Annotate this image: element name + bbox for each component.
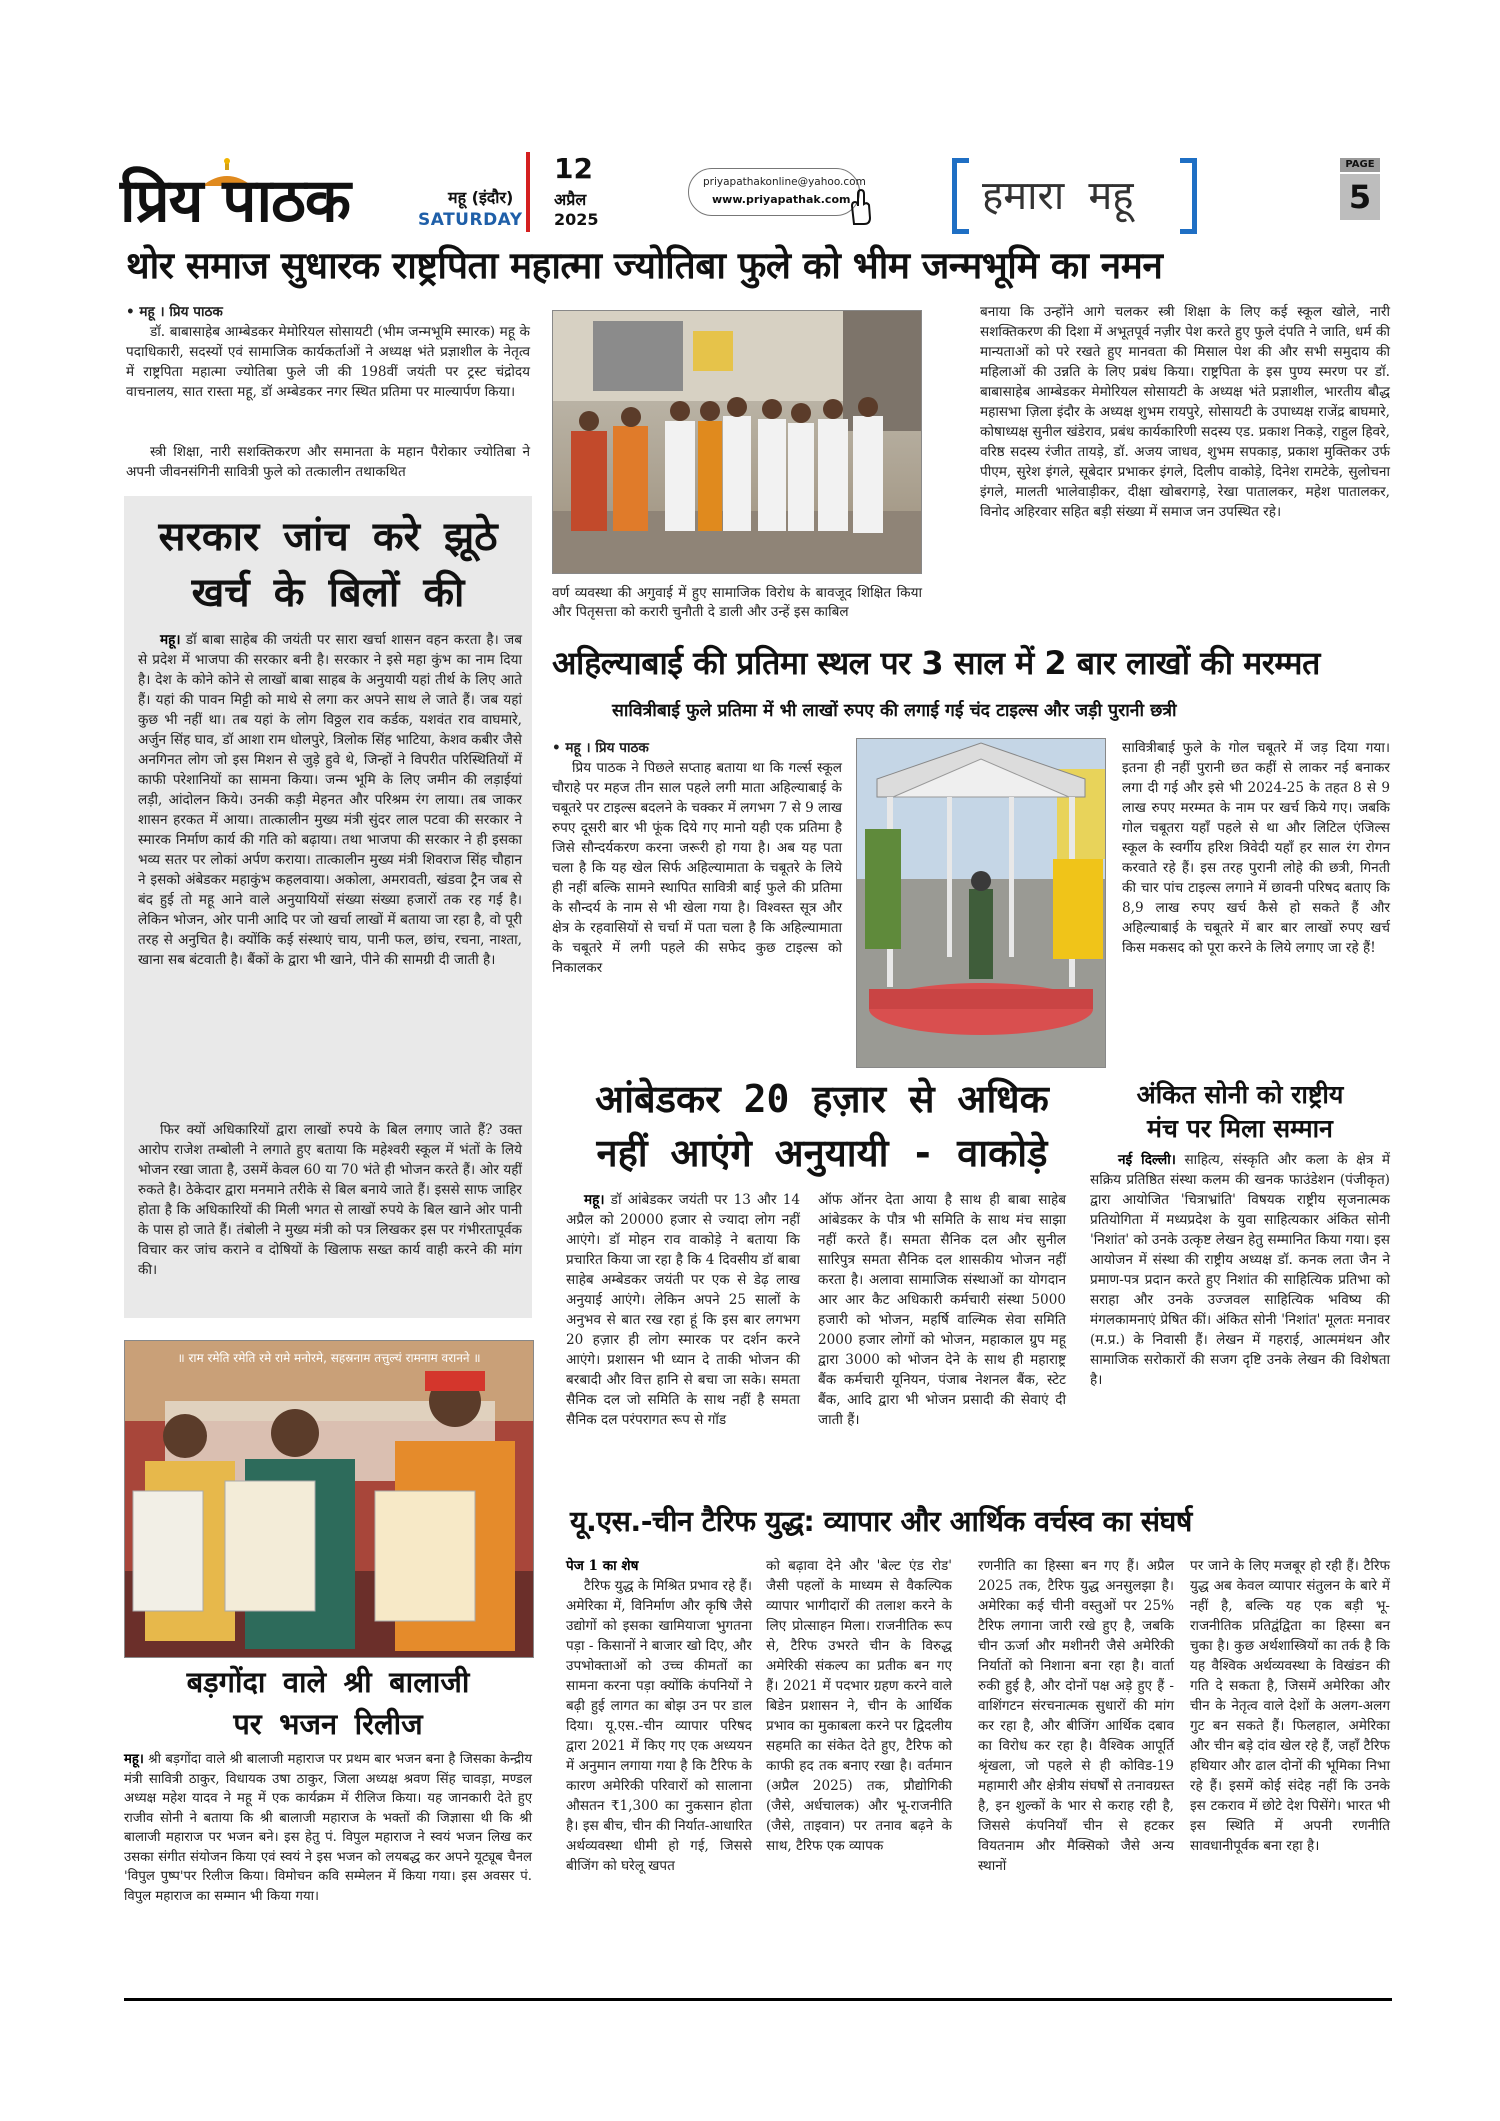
- sarkar-headline-1: सरकार जांच करे झूठे: [158, 514, 498, 560]
- tariff-col1: [566, 1556, 752, 1876]
- lead-photo: [552, 310, 922, 574]
- email-text: priyapathakonline@yahoo.com: [703, 176, 866, 188]
- ambedkar-headline-2: नहीं आएंगे अनुयायी - वाकोड़े: [596, 1131, 1048, 1175]
- lead-photo-caption: वर्ण व्यवस्था की अगुवाई में हुए सामाजिक विरोध के बावजूद शिक्षित किया और पितृसत्ता को करारी चुनौती दे डाली और उन्हें इस काबिल: [552, 585, 922, 620]
- sarkar-headline-2: खर्च के बिलों की: [191, 570, 465, 616]
- ambedkar-col1: [566, 1190, 800, 1430]
- tariff-col4: पर जाने के लिए मजबूर हो रही हैं। टैरिफ युद्ध अब केवल व्यापार संतुलन के बारे में नहीं है, बल्कि यह एक बड़ी भू-राजनीतिक प्रतिद्वंद्विता का हिस्सा बन चुका है। कुछ अर्थशास्त्रियों का तर्क है कि यह वैश्विक अर्थव्यवस्था के विखंडन की गति दे सकता है, जिसमें अमेरिका और चीन के नेतृत्व वाले देशों के अलग-अलग गुट बन सकते हैं। फिलहाल, अमेरिका और चीन बड़े दांव खेल रहे हैं, जहाँ टैरिफ हथियार और ढाल दोनों की भूमिका निभा रहे हैं। इसमें कोई संदेह नहीं कि उनके इस टकराव में छोटे देश पिसेंगे। भारत भी इस स्थिति में अपनी रणनीति सावधानीपूर्वक बना रहा है।: [1190, 1558, 1390, 1854]
- section-title: हमारा महू: [982, 173, 1134, 219]
- tariff-col1-text: टैरिफ युद्ध के मिश्रित प्रभाव रहे हैं। अमेरिका में, विनिर्माण और कृषि जैसे उद्योगों को इसका खामियाजा भुगतना पड़ा - किसानों ने बाजार खो दिए, और उपभोक्ताओं को उच्च कीमतों का सामना करना पड़ा क्योंकि कंपनियों ने बढ़ी हुई लागत का बोझ उन पर डाल दिया। यू.एस.-चीन व्यापार परिषद द्वारा 2021 में किए गए एक अध्ययन में अनुमान लगाया गया है कि टैरिफ के कारण अमेरिकी परिवारों को सालाना औसतन ₹1,300 का नुकसान होता है। इस बीच, चीन की निर्यात-आधारित अर्थव्यवस्था धीमी हो गई, जिससे बीजिंग को घरेलू खपत: [566, 1578, 752, 1874]
- section-bracket-right: [1180, 158, 1197, 234]
- logo-text: प्रिय पाठक: [120, 166, 350, 236]
- ankit-headline-2: मंच पर मिला सम्मान: [1147, 1114, 1333, 1143]
- balaji-body: [124, 1750, 532, 1906]
- statue-canopy-illustration: [857, 739, 1105, 1067]
- sarkar-body-1: [138, 630, 522, 970]
- lead-right-column: बनाया कि उन्होंने आगे चलकर स्त्री शिक्षा के लिए कई स्कूल खोले, नारी सशक्तिकरण की दिशा में अभूतपूर्व नज़ीर पेश करते हुए फुले दंपति ने जाति, धर्म की मान्यताओं को परे रखते हुए मानवता की मिसाल पेश की और सभी समुदाय की महिलाओं की उन्नति के लिए प्रबंध किया। राष्ट्रपिता के इस पुण्य स्मरण पर डॉ. बाबासाहेब आम्बेडकर मेमोरियल सोसायटी के अध्यक्ष भंते प्रज्ञाशील, भारतीय बौद्ध महासभा ज़िला इंदौर के अध्यक्ष शुभम रायपुरे, सोसायटी के उपाध्यक्ष राजेंद्र बाघमारे, कोषाध्यक्ष सुनील खंडेराव, प्रबंध कार्यकारिणी सदस्य एड. प्रकाश निकड़े, राहुल हिवरे, वरिष्ठ सदस्य रंजीत तायड़े, डॉ. अजय जाधव, शुभम सपकाड़, प्रकाश मुक्तिकर उर्फ पीएम, सुरेश इंगले, सूबेदार प्रभाकर इंगले, दिलीप वाकोड़े, दिनेश रामटेके, सुलोचना इंगले, मालती भालेवाड़ीकर, दीक्षा खोबरागड़े, रेखा पातालकर, महेश पातालकर, विनोद अहिरवार सहित बड़ी संख्या में समाज जन उपस्थित रहे।: [980, 304, 1390, 520]
- balaji-headline-1: बड़गोंदा वाले श्री बालाजी: [186, 1665, 470, 1699]
- page-number: 5: [1340, 174, 1380, 220]
- tariff-col3: रणनीति का हिस्सा बन गए हैं। अप्रैल 2025 तक, टैरिफ युद्ध अनसुलझा है। अमेरिका कई चीनी वस्तुओं पर 25% टैरिफ लगाना जारी रखे हुए है, जबकि चीन ऊर्जा और मशीनरी जैसे अमेरिकी निर्यातों को निशाना बना रहा है। वार्ता रुकी हुई है, और दोनों पक्ष अड़े हुए हैं - वाशिंगटन संरचनात्मक सुधारों की मांग कर रहा है, और बीजिंग आर्थिक दबाव का विरोध कर रहा है। वैश्विक आपूर्ति श्रृंखला, जो पहले से ही कोविड-19 महामारी और क्षेत्रीय संघर्षों से तनावग्रस्त है, इन शुल्कों के भार से कराह रही है, जिससे कंपनियाँ चीन से हटकर वियतनाम और मैक्सिको जैसे अन्य स्थानों: [978, 1558, 1174, 1874]
- balaji-photo: [124, 1340, 534, 1658]
- ambedkar-headline-1: आंबेडकर 20 हज़ार से अधिक: [595, 1077, 1049, 1121]
- sarkar-dateline: महू।: [160, 632, 181, 648]
- ankit-body: [1090, 1150, 1390, 1390]
- lead-byline: • महू । प्रिय पाठक: [126, 304, 223, 320]
- masthead: [0, 0, 1500, 240]
- date-number: 12: [554, 152, 593, 185]
- date-divider: [526, 152, 530, 232]
- lead-para2: स्त्री शिक्षा, नारी सशक्तिकरण और समानता के महान पैरोकार ज्योतिबा ने अपनी जीवनसंगिनी सावित्री फुले को तत्कालीन तथाकथित: [126, 444, 530, 480]
- balaji-dateline: महू।: [124, 1752, 144, 1767]
- ambedkar-col2: ऑफ ऑनर देता आया है साथ ही बाबा साहेब आंबेडकर के पौत्र भी समिति के साथ मंच साझा नहीं करते हैं। समता सैनिक दल और सुनील सारिपुत्र समता सैनिक दल शासकीय भोजन नहीं करता है। अलावा सामाजिक संस्थाओं का योगदान आर आर कैट अधिकारी कर्मचारी संस्था 5000 हजारी को भोजन, महर्षि वाल्मिक सेवा समिति 2000 हजार लोगों को भोजन, महाकाल ग्रुप महू द्वारा 3000 को भोजन देने के साथ ही महाराष्ट्र बैंक कर्मचारी यूनियन, पंजाब नेशनल बैंक, स्टेट बैंक, आदि द्वारा भी भोजन प्रसादी की सेवाएं दी जाती हैं।: [818, 1192, 1066, 1428]
- ahilya-headline: अहिल्याबाई की प्रतिमा स्थल पर 3 साल में 2 बार लाखों की मरम्मत: [552, 644, 1320, 682]
- ahilya-byline: • महू । प्रिय पाठक: [552, 740, 649, 756]
- tariff-label: पेज 1 का शेष: [566, 1558, 639, 1574]
- date-month: अप्रैल: [554, 190, 587, 209]
- ahilya-subhead: सावित्रीबाई फुले प्रतिमा में भी लाखों रुपए की लगाई गई चंद टाइल्स और जड़ी पुरानी छत्री: [612, 701, 1177, 721]
- bottom-rule: [124, 1998, 1392, 2001]
- crowd-illustration: [553, 311, 921, 573]
- sarkar-body-2: फिर क्यों अधिकारियों द्वारा लाखों रुपये के बिल लगाए जाते हैं? उक्त आरोप राजेश तम्बोली ने लगाते हुए बताया कि महेश्वरी स्कूल में भंतों के लिये भोजन रखा जाता है, उसमें केवल 60 या 70 भंते ही भोजन करते हैं। ओर यहीं रुकते है। ठेकेदार द्वारा मनमाने तरीके से बिल बनाये जाते हैं। इससे साफ जाहिर होता है कि अधिकारियों की मिली भगत से लाखों रुपये के बिल खाने ओर पानी के पास हो जाते हैं। तंबोली ने मुख्य मंत्री को पत्र लिखकर इस पर गंभीरतापूर्वक विचार कर जांच कराने व दोषियों के खिलाफ सख्त कार्य वाही करने की मांग की।: [138, 1122, 522, 1278]
- ankit-headline-1: अंकित सोनी को राष्ट्रीय: [1136, 1080, 1344, 1109]
- balaji-photo-banner: ॥ राम रमेति रमेति रमे रामे मनोरमे, सहस्रनाम तत्तुल्यं रामनाम वरानने ॥: [177, 1351, 481, 1365]
- website-link[interactable]: www.priyapathak.com: [712, 193, 851, 206]
- page-label: PAGE: [1340, 158, 1380, 172]
- logo: [120, 158, 420, 238]
- tariff-headline: यू.एस.-चीन टैरिफ युद्ध: व्यापार और आर्थिक वर्चस्व का संघर्ष: [570, 1505, 1192, 1538]
- ankit-dateline: नई दिल्ली।: [1118, 1152, 1176, 1168]
- weekday: SATURDAY: [418, 210, 523, 230]
- lead-headline: थोर समाज सुधारक राष्ट्रपिता महात्मा ज्योतिबा फुले को भीम जन्मभूमि का नमन: [126, 244, 1163, 287]
- pointer-hand-icon: [842, 188, 876, 226]
- location: महू (इंदौर): [448, 188, 514, 207]
- date-year: 2025: [554, 210, 599, 229]
- ahilya-left-column: प्रिय पाठक ने पिछले सप्ताह बताया था कि गर्ल्स स्कूल चौराहे पर महज तीन साल पहले लगी माता अहिल्याबाई के चबूतरे पर टाइल्स बदलने के चक्कर में लगभग 7 से 9 लाख रुपए दूसरी बार भी फूंक दिये गए मानो यही एक प्रतिमा है जिसे सौन्दर्यकरण करना जरूरी हो गया है। अब यह पता चला है कि यह खेल सिर्फ अहिल्यामाता के चबूतरे के लिये ही नहीं बल्कि सामने स्थापित सावित्री बाई फुले की प्रतिमा के सौन्दर्य के नाम से भी खेला गया है। विश्वस्त सूत्र और क्षेत्र के रहवासियों से चर्चा में पता चला है कि अहिल्यामाता के चबूतरे में लगी पहले की सफेद कुछ टाइल्स को निकालकर: [552, 760, 842, 976]
- balaji-headline-2: पर भजन रिलीज: [233, 1707, 423, 1741]
- balaji-body-text: श्री बड़गोंदा वाले श्री बालाजी महाराज पर प्रथम बार भजन बना है जिसका केन्द्रीय मंत्री सावित्री ठाकुर, विधायक उषा ठाकुर, जिला अध्यक्ष श्रवण सिंह चावड़ा, मण्डल अध्यक्ष महेश यादव ने महू में एक कार्यक्रम में रीलिज किया। यह जानकारी देते हुए राजीव सोनी ने बताया कि श्री बालाजी महाराज के भक्तों की जिज्ञासा थी कि श्री बालाजी महाराज पर भजन बने। इस हेतु पं. विपुल महाराज ने स्वयं भजन लिख कर उसका संगीत संयोजन किया एवं स्वयं ने इस भजन को लयबद्ध कर अपने यूट्यूब चैनल 'विपुल पुष्प'पर रिलीज किया। विमोचन कवि सम्मेलन में किया गया। इस अवसर पं. विपुल महाराज का सम्मान भी किया गया।: [124, 1752, 532, 1904]
- ankit-body-text: साहित्य, संस्कृति और कला के क्षेत्र में सक्रिय प्रतिष्ठित संस्था कलम की खनक फाउंडेशन (पंजीकृत) द्वारा आयोजित 'चित्राभ्रांति' विषयक राष्ट्रीय सृजनात्मक प्रतियोगिता में मध्यप्रदेश के युवा साहित्यकार अंकित सोनी 'निशांत' को उनके उत्कृष्ट लेखन हेतु सम्मानित किया गया। इस आयोजन में संस्था की राष्ट्रीय अध्यक्ष डॉ. कनक लता जैन ने प्रमाण-पत्र प्रदान करते हुए निशांत की साहित्यिक प्रतिभा को सराहा और उनके उज्जवल साहित्यिक भविष्य की मंगलकामनाएं प्रेषित कीं। अंकित सोनी 'निशांत' मूलतः मनावर (म.प्र.) के निवासी हैं। लेखन में गहराई, आत्ममंथन और सामाजिक सरोकारों की सजग दृष्टि उनके लेखन की विशेषता है।: [1090, 1152, 1390, 1388]
- ahilya-right-column: सावित्रीबाई फुले के गोल चबूतरे में जड़ दिया गया। इतना ही नहीं पुरानी छत कहीं से लाकर नई बनाकर लगा दी गई और इसे भी 2024-25 के तहत 8 से 9 लाख रुपए मरम्मत के नाम पर खर्च किये गए। जबकि गोल चबूतरा यहाँ पहले से था और लिटिल एंजिल्स स्कूल के स्वर्गीय हरिश त्रिवेदी यहाँ हर साल रंग रोगन करवाते रहे हैं। इस तरह पुरानी लोहे की छत्री, गिनती की चार पांच टाइल्स लगाने में छावनी परिषद बताए कि 8,9 लाख रुपए खर्च कैसे हो सकते हैं और अहिल्याबाई के चबूतरे में बार बार लाखों रुपए खर्च किस मकसद को पूरा करने के लिये लगाए जा रहे हैं!: [1122, 740, 1390, 956]
- section-bracket-left: [952, 158, 969, 234]
- ahilya-photo: [856, 738, 1106, 1068]
- ambedkar-dateline: महू।: [584, 1192, 605, 1208]
- bhajan-release-illustration: [125, 1341, 533, 1657]
- tariff-col2: को बढ़ावा देने और 'बेल्ट एंड रोड' जैसी पहलों के माध्यम से वैकल्पिक व्यापार भागीदारों की तलाश करने के लिए प्रोत्साहन मिला। राजनीतिक रूप से, टैरिफ उभरते चीन के विरुद्ध अमेरिकी संकल्प का प्रतीक बन गए हैं। 2021 में पदभार ग्रहण करने वाले बिडेन प्रशासन ने, चीन के आर्थिक प्रभाव का मुकाबला करने पर द्विदलीय सहमति का संकेत देते हुए, टैरिफ को काफी हद तक बनाए रखा है। वर्तमान (अप्रैल 2025) तक, प्रौद्योगिकी (जैसे, अर्धचालक) और भू-राजनीति (जैसे, ताइवान) पर तनाव बढ़ने के साथ, टैरिफ एक व्यापक: [766, 1558, 952, 1854]
- ambedkar-col1-text: डॉ आंबेडकर जयंती पर 13 और 14 अप्रैल को 20000 हजार से ज्यादा लोग नहीं आएंगे। डॉ मोहन राव वाकोड़े ने बताया कि प्रचारित किया जा रहा है कि 4 दिवसीय डॉ बाबा साहेब अम्बेडकर जयंती पर एक से डेढ़ लाख अनुयाई आएंगे। लेकिन अपने 25 सालों के अनुभव से बात रख रहा हूं कि इस बार लगभग 20 हज़ार ही लोग स्मारक पर दर्शन करने आएंगे। प्रशासन भी ध्यान दे ताकी भोजन की बरबादी और वित्त हानि से बचा जा सके। समता सैनिक दल जो समिति के साथ नहीं है समता सैनिक दल परंपरागत रूप से गॉड: [566, 1192, 800, 1428]
- sarkar-body-text-1: डॉ बाबा साहेब की जयंती पर सारा खर्चा शासन वहन करता है। जब से प्रदेश में भाजपा की सरकार बनी है। सरकार ने इसे महा कुंभ का नाम दिया है। देश के कोने कोने से लाखों बाबा साहब के अनुयायी यहां तीर्थ के लिए आते हैं। यहां की पावन मिट्टी को माथे से लगा कर अपने साथ ले जाते हैं। जब यहां कुछ भी नहीं था। तब यहां के लोग विठ्ठल राव कर्डक, यशवंत राव वाघमारे, अर्जुन सिंह घाव, डॉ आशा राम धोलपुरे, त्रिलोक सिंह भाटिया, केशव कबीर जैसे अनगिनत लोग जो इस मिशन से जुड़े हुवे थे, जिन्हों ने विपरीत परिस्थितियों में काफी परेशानियों का सामना किया। जन्म भूमि के लिए जमीन की लड़ाईयां लड़ी, आंदोलन किये। उनकी कड़ी मेहनत और परिश्रम रंग लाया। तब जाकर शासन हरकत में आया। तात्कालीन मुख्य मंत्री सुंदर लाल पटवा की सरकार ने स्मारक निर्माण कार्य की गति को बढ़ाया। तथा भाजपा की सरकार ने ही इसका भव्य सतर पर लोकां अर्पण कराया। तात्कालीन मुख्य मंत्री शिवराज सिंह चौहान ने इसको अंबेडकर महाकुंभ कहलवाया। अकोला, अमरावती, खंडवा ट्रैन जब से बंद हुई तो महू आने वाले अनुयायियों संख्या संख्या हजारों तक रह गई है। लेकिन भोजन, ओर पानी आदि पर जो खर्चा लाखों में बताया जा रहा है, वो पूरी तरह से अनुचित है। क्योंकि कई संस्थाएं चाय, पानी फल, छांच, रचना, नाश्ता, खाना सब बंटवाती है। बैंकों के द्वारा भी खाने, पीने की सामग्री दी जाती है।: [138, 632, 522, 968]
- lead-para1: डॉ. बाबासाहेब आम्बेडकर मेमोरियल सोसायटी (भीम जन्मभूमि स्मारक) महू के पदाधिकारी, सदस्यों एवं सामाजिक कार्यकर्ताओं ने अध्यक्ष भंते प्रज्ञाशील के नेतृत्व में राष्ट्रपिता महात्मा ज्योतिबा फुले जी की 198वीं जयंती पर ट्रस्ट चंद्रोदय वाचनालय, सात रास्ता महू, डॉ अम्बेडकर नगर स्थित प्रतिमा पर माल्यार्पण किया।: [126, 324, 530, 400]
